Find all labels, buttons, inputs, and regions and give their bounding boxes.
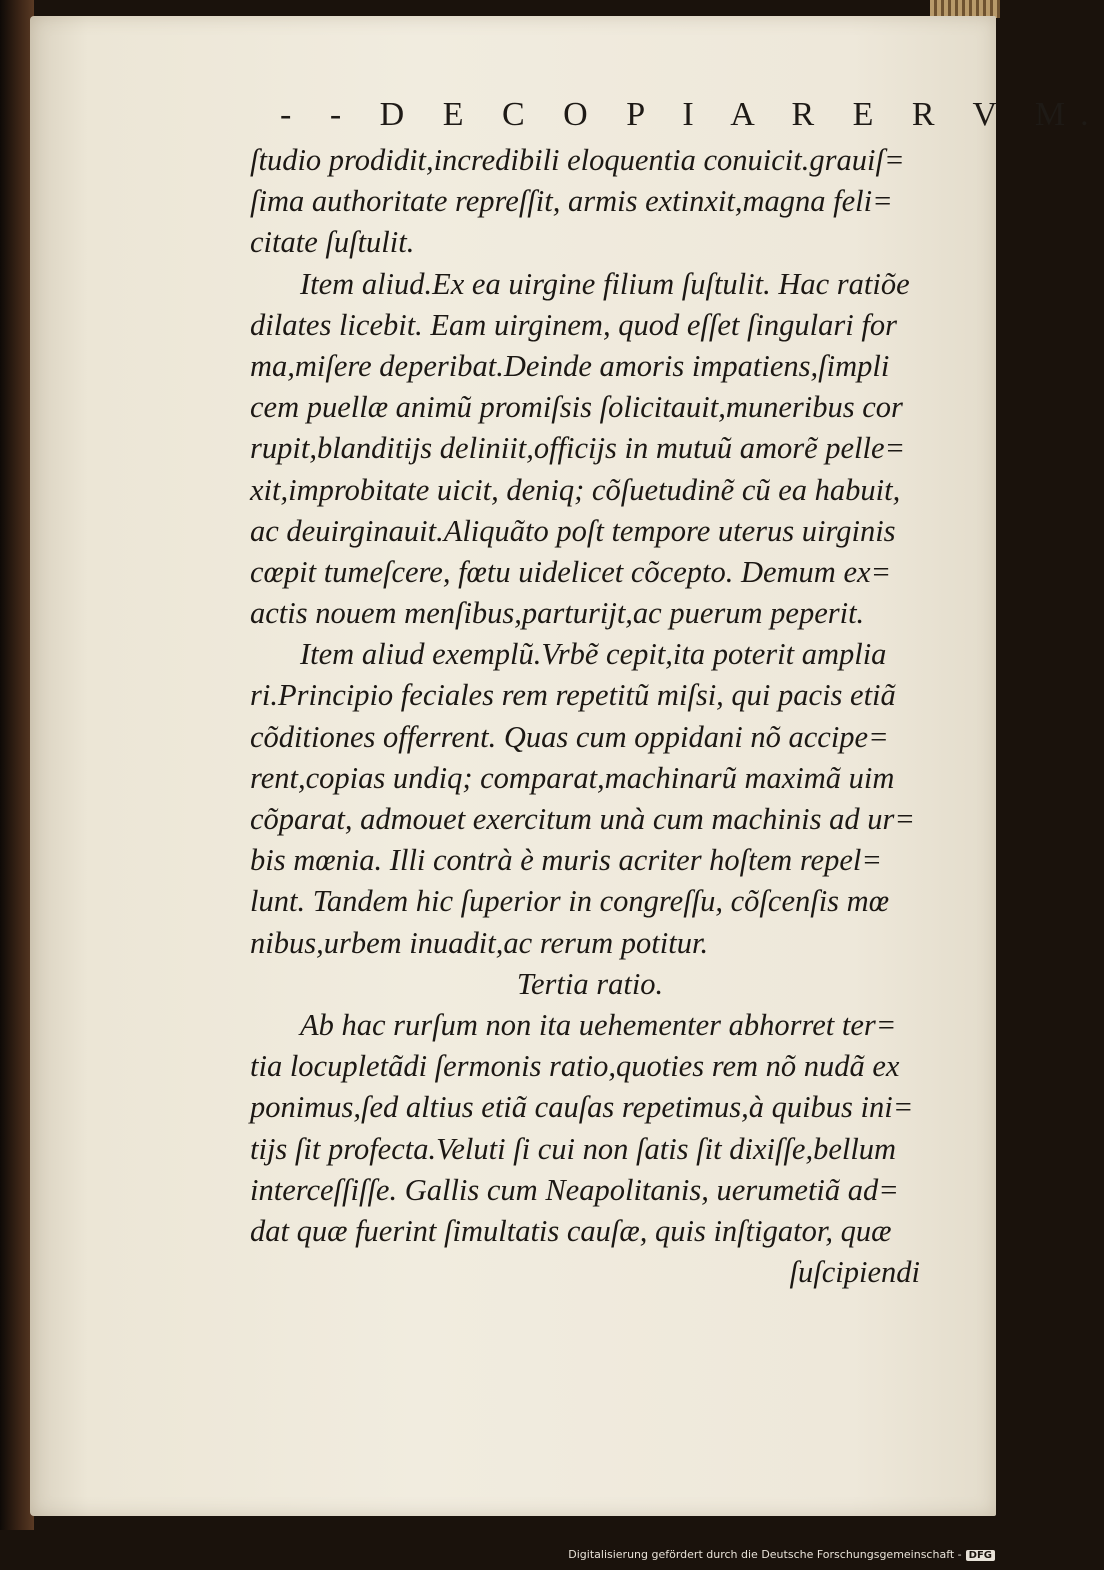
section-heading: Tertia ratio.: [516, 966, 664, 1001]
text-line: ſtudio prodidit,incredibili eloquentia conuicit.grauiſ=: [250, 143, 905, 177]
text-line: Ab hac rurſum non ita uehementer abhorret ter=: [300, 1007, 897, 1042]
book-spine: [0, 0, 34, 1530]
text-line: ac deuirginauit.Aliquãto poſt tempore uterus uirginis: [250, 513, 896, 548]
text-line: interceſſiſſe. Gallis cum Neapolitanis, uerumetiã ad=: [250, 1172, 899, 1207]
text-line: lunt. Tandem hic ſuperior in congreſſu, cõſcenſis mœ: [250, 884, 890, 919]
text-line: cem puellæ animũ promiſsis ſolicitauit,muneribus cor: [250, 390, 903, 425]
text-line: Item aliud.Ex ea uirgine filium ſuſtulit. Hac ratiõe: [300, 266, 910, 301]
dfg-logo: DFG: [966, 1550, 995, 1561]
text-line: ri.Principio feciales rem repetitũ miſsi, qui pacis etiã: [250, 678, 896, 713]
text-line: xit,improbitate uicit, deniq; cõſuetudinẽ cũ ea habuit,: [250, 472, 901, 507]
running-head: - - D E C O P I A R E R V M.: [280, 96, 1104, 133]
text-line: dilates licebit. Eam uirginem, quod eſſet ſingulari for: [250, 307, 897, 342]
text-line: ſima authoritate repreſſit, armis extinxit,magna feli=: [250, 184, 893, 219]
text-line: citate ſuſtulit.: [250, 225, 415, 260]
text-line: rent,copias undiq; comparat,machinarũ maximã uim: [250, 760, 895, 795]
text-line: ma,miſere deperibat.Deinde amoris impatiens,ſimpli: [250, 348, 890, 383]
text-line: Item aliud exemplũ.Vrbẽ cepit,ita poterit amplia: [300, 637, 887, 672]
text-line: dat quæ fuerint ſimultatis cauſæ, quis inſtigator, quæ: [250, 1213, 892, 1248]
text-line: rupit,blanditijs deliniit,officijs in mutuũ amorẽ pelle=: [250, 431, 906, 466]
text-line: cõparat, admouet exercitum unà cum machinis ad ur=: [250, 802, 915, 836]
digitization-credit: [0, 1548, 995, 1561]
text-line: cœpit tumeſcere, fœtu uidelicet cõcepto. Demum ex=: [250, 554, 892, 589]
text-line: ponimus,ſed altius etiã cauſas repetimus,à quibus ini=: [250, 1090, 914, 1125]
page-text: [250, 140, 930, 1293]
catchword: ſuſcipiendi: [789, 1255, 920, 1290]
text-line: cõditiones offerrent. Quas cum oppidani nõ accipe=: [250, 719, 889, 754]
text-line: nibus,urbem inuadit,ac rerum potitur.: [250, 925, 709, 960]
text-line: actis nouem menſibus,parturijt,ac puerum peperit.: [250, 596, 865, 631]
credit-text: Digitalisierung gefördert durch die Deutsche Forschungsgemeinschaft -: [568, 1548, 962, 1561]
text-line: bis mœnia. Illi contrà è muris acriter hoſtem repel=: [250, 843, 882, 878]
text-line: tia locupletãdi ſermonis ratio,quoties rem nõ nudã ex: [250, 1049, 900, 1084]
text-line: tijs ſit profecta.Veluti ſi cui non ſatis ſit dixiſſe,bellum: [250, 1131, 897, 1166]
